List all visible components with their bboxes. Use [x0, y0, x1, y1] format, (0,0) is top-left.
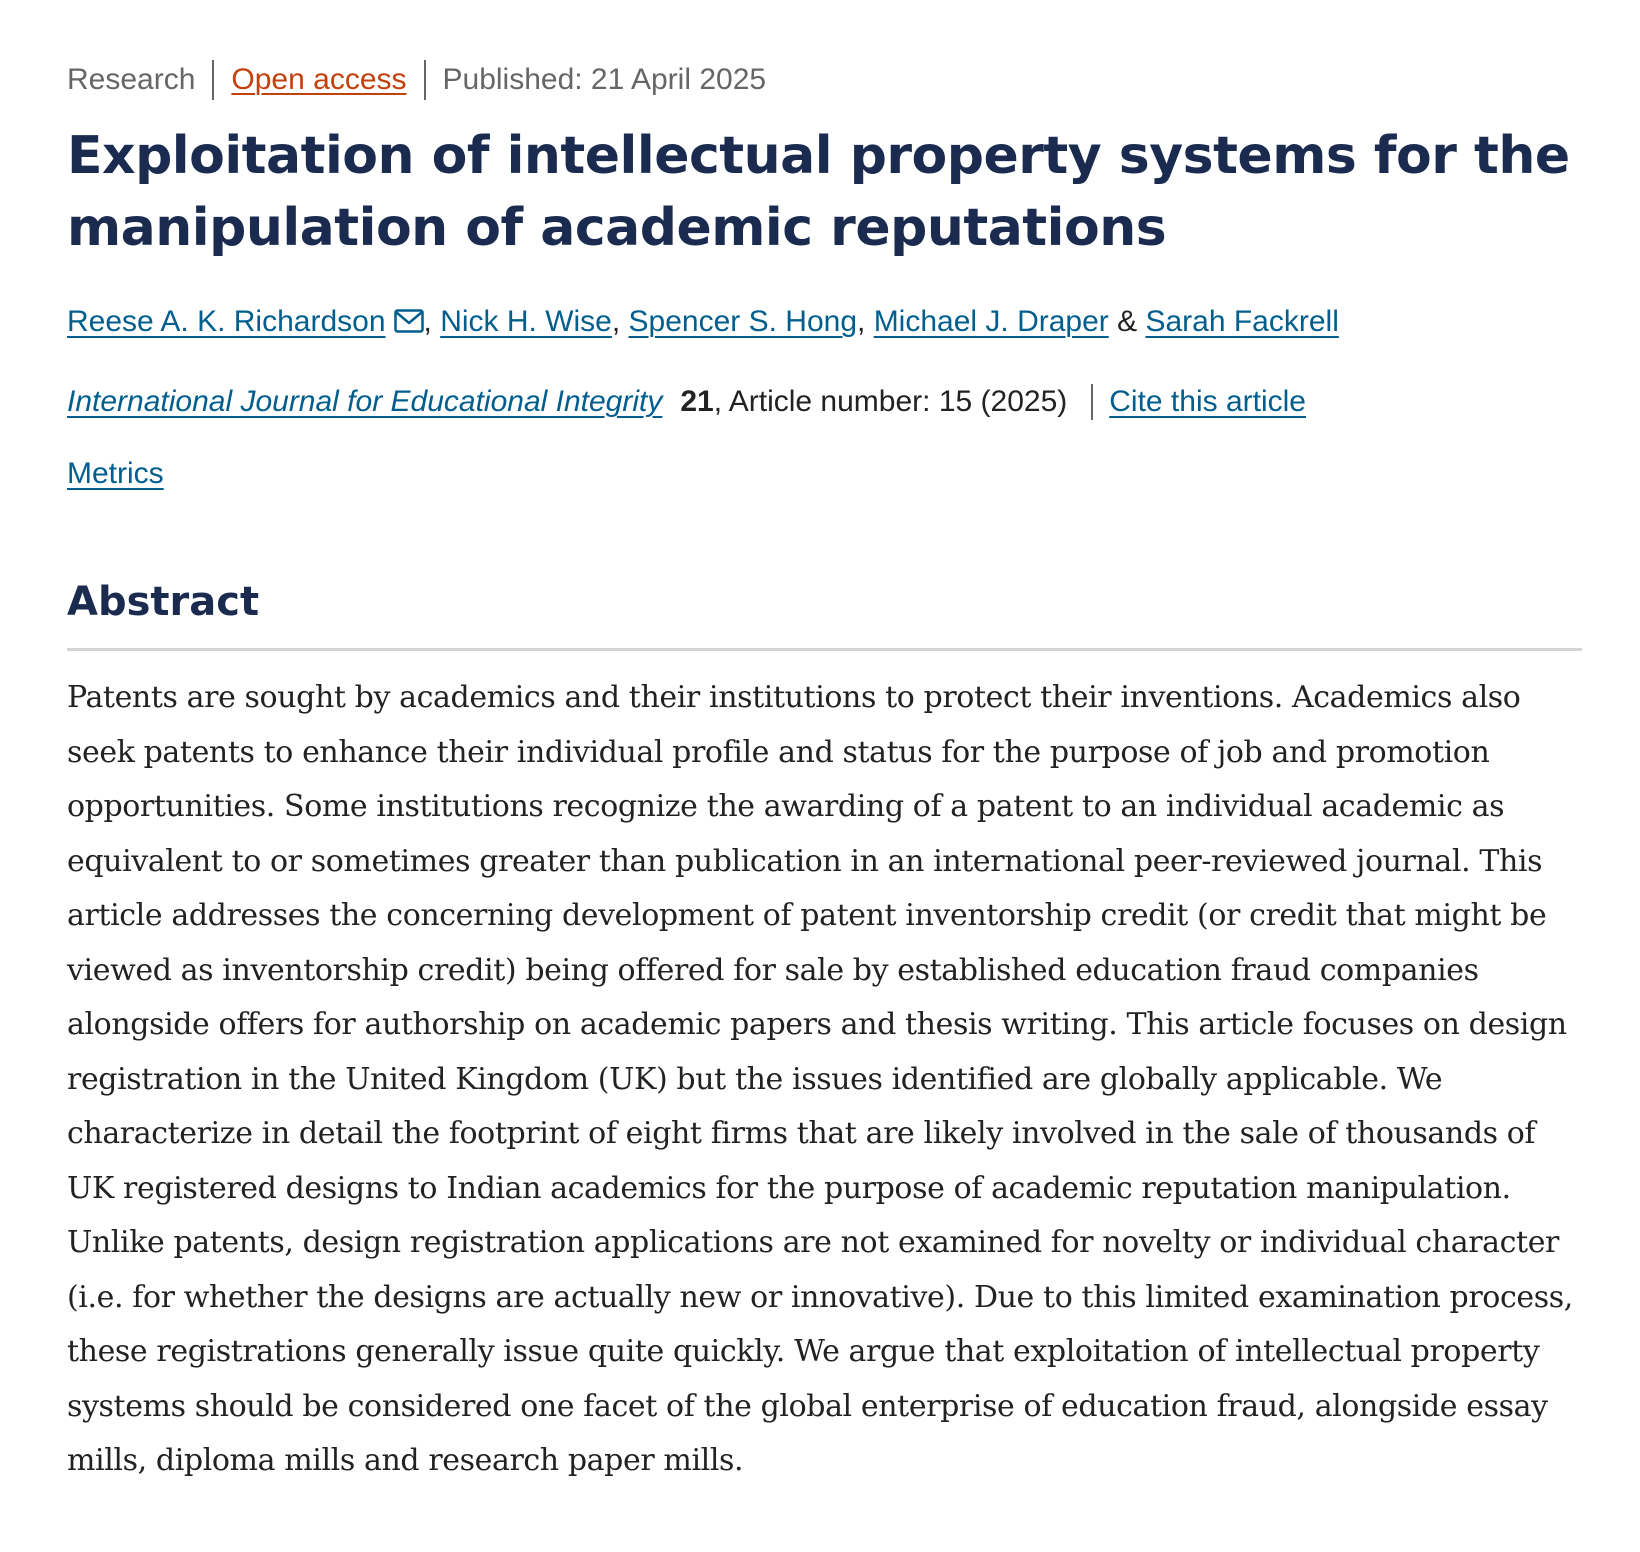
article-number: , Article number: 15 (2025): [713, 385, 1068, 418]
metrics-link[interactable]: Metrics: [67, 457, 164, 490]
abstract-heading: Abstract: [67, 579, 260, 625]
author-link[interactable]: Spencer S. Hong: [628, 305, 858, 338]
metrics-row: [67, 452, 1587, 496]
author-link[interactable]: Nick H. Wise: [440, 305, 612, 338]
meta-divider: [424, 60, 426, 100]
cite-article-link[interactable]: Cite this article: [1109, 385, 1306, 418]
article-type: Research: [67, 63, 196, 96]
abstract-divider: [67, 648, 1582, 651]
journal-citation-line: [67, 380, 1587, 424]
author-link[interactable]: Sarah Fackrell: [1145, 305, 1339, 338]
author-separator: ,: [611, 305, 629, 338]
mail-icon[interactable]: [394, 302, 424, 326]
journal-volume: 21: [680, 385, 714, 418]
author-separator: ,: [423, 305, 441, 338]
article-page: [67, 48, 1587, 1519]
open-access-link[interactable]: Open access: [231, 63, 407, 96]
author-link[interactable]: Reese A. K. Richardson: [67, 305, 386, 338]
author-link[interactable]: Michael J. Draper: [873, 305, 1109, 338]
author-separator: &: [1108, 305, 1146, 338]
author-separator: ,: [857, 305, 874, 338]
abstract-text: Patents are sought by academics and their institutions to protect their inventions. Academics also seek patents to enhance their individual profile and status for the purpose of job and promotion opportunities. Some institutions recognize the awarding of a patent to an individual academic as equivalent to or sometimes greater than publication in an international peer-reviewed journal. This article addresses the concerning development of patent inventorship credit (or credit that might be viewed as inventorship credit) being offered for sale by established education fraud companies alongside offers for authorship on academic papers and thesis writing. This article focuses on design registration in the United Kingdom (UK) but the issues identified are globally applicable. We characterize in detail the footprint of eight firms that are likely involved in the sale of thousands of UK registered designs to Indian academics for the purpose of academic reputation manipulation. Unlike patents, design registration applications are not examined for novelty or individual character (i.e. for whether the designs are actually new or innovative). Due to this limited examination process, these registrations generally issue quite quickly. We argue that exploitation of intellectual property systems should be considered one facet of the global enterprise of education fraud, alongside essay mills, diploma mills and research paper mills.: [67, 680, 1573, 1478]
article-title: Exploitation of intellectual property systems for the manipulation of academic reputations: [67, 126, 1570, 258]
author-list: [67, 300, 1587, 344]
meta-divider: [212, 60, 214, 100]
journal-link[interactable]: International Journal for Educational Integrity: [67, 385, 663, 418]
published-date: Published: 21 April 2025: [442, 63, 767, 96]
article-meta-line: [67, 48, 1587, 112]
journal-divider: [1091, 384, 1093, 420]
